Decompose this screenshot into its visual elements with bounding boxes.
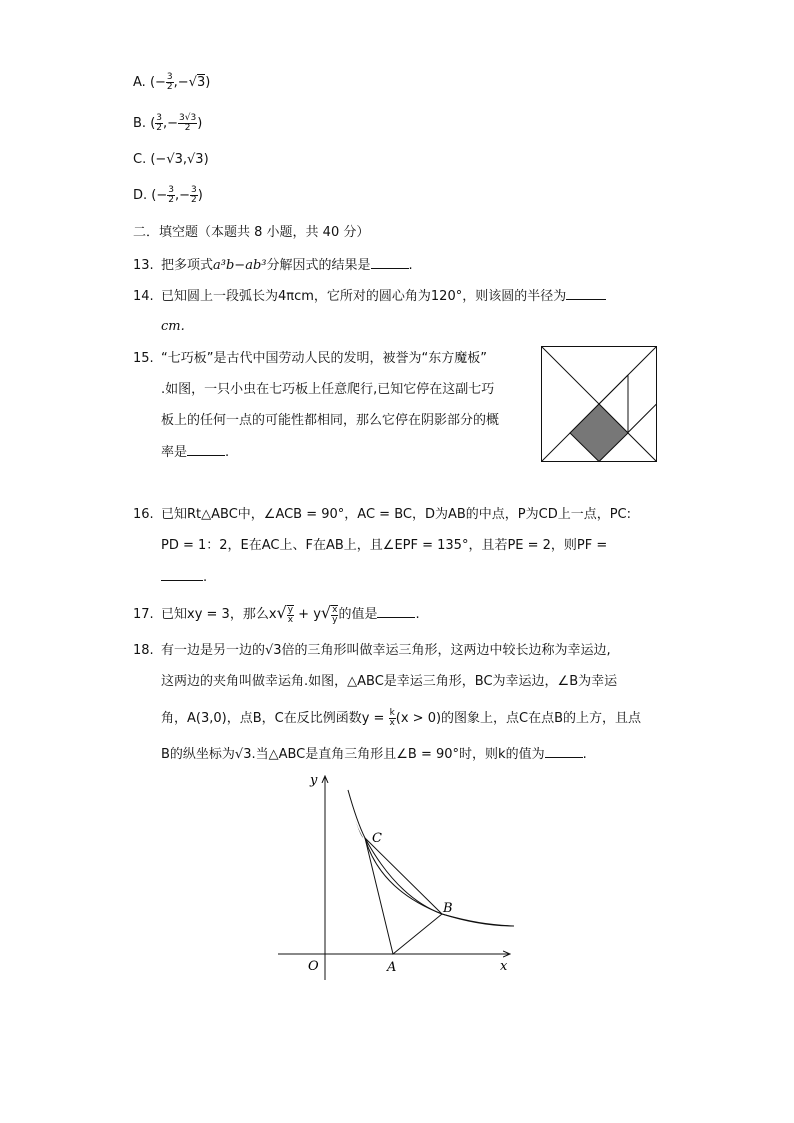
- axis-label-x: x: [500, 959, 508, 974]
- hyperbola-curve: [348, 790, 514, 926]
- question-15-line1: 15. “七巧板”是古代中国劳动人民的发明，被誉为“东方魔板”: [133, 351, 487, 366]
- question-18-line1: 18. 有一边是另一边的√3倍的三角形叫做幸运三角形，这两边中较长边称为幸运边,: [133, 643, 611, 658]
- option-a: A. (− $\frac{3}{2}$ ,−√3): [133, 72, 211, 92]
- question-16-line3: .: [161, 568, 207, 587]
- question-18-line3: 角，A(3,0)，点B，C在反比例函数y = $\frac{k}{x}$ (x > 0)的图象上，点C在点B的上方，且点: [161, 708, 642, 728]
- section-title: 二．填空题（本题共 8 小题，共 40 分）: [133, 225, 370, 240]
- point-label-b: B: [443, 901, 453, 916]
- point-label-c: C: [372, 831, 382, 846]
- question-18-line2: 这两边的夹角叫做幸运角.如图，△ABC是幸运三角形，BC为幸运边，∠B为幸运: [161, 674, 618, 689]
- reciprocal-function-graph: [270, 770, 530, 985]
- origin-label: O: [308, 959, 319, 974]
- question-15-line4: 率是 .: [161, 445, 230, 460]
- point-label-a: A: [387, 960, 397, 975]
- question-14: 14. 已知圆上一段弧长为4πcm，它所对的圆心角为120°，则该圆的半径为: [133, 287, 606, 306]
- question-13: 13. 把多项式a³b−ab³分解因式的结果是 .: [133, 258, 413, 273]
- question-16-line2: PD = 1：2，E在AC上、F在AB上，且∠EPF = 135°，且若PE = 2，则PF =: [161, 538, 608, 553]
- question-17: 17. 已知xy = 3，那么x√ $\frac{y}{x}$ + y√ $\frac{x}{y}$ 的值是 .: [133, 603, 420, 625]
- question-15-line2: .如图，一只小虫在七巧板上任意爬行,已知它停在这副七巧: [161, 382, 495, 397]
- question-15-line3: 板上的任何一点的可能性都相同，那么它停在阴影部分的概: [161, 413, 500, 428]
- option-c: C. (−√3,√3): [133, 152, 209, 167]
- axis-label-y: y: [310, 773, 318, 788]
- option-d: D. (− $\frac{3}{2}$ ,− $\frac{3}{2}$ ): [133, 185, 203, 205]
- question-18-line4: B的纵坐标为√3.当△ABC是直角三角形且∠B = 90°时，则k的值为 .: [161, 747, 587, 762]
- option-b: B. ( $\frac{3}{2}$ ,− $\frac{3√3}{2}$ ): [133, 113, 203, 133]
- question-14-unit: cm.: [161, 319, 185, 334]
- triangle-abc: [365, 838, 442, 954]
- question-16-line1: 16. 已知Rt△ABC中，∠ACB = 90°，AC = BC，D为AB的中点，P为CD上一点，PC:: [133, 507, 632, 522]
- tangram-figure: [541, 346, 657, 462]
